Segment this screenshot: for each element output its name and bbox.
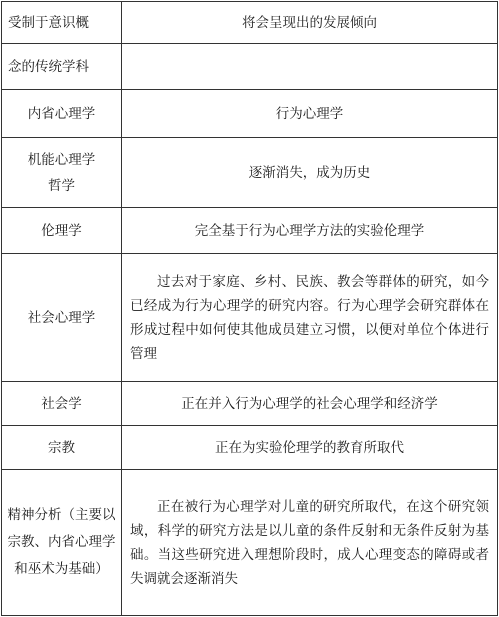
table-row <box>2 382 498 426</box>
table-row <box>2 44 498 90</box>
tendency-cell: 完全基于行为心理学方法的实验伦理学 <box>122 208 498 254</box>
tendency-cell <box>122 44 498 90</box>
subject-cell <box>2 138 122 208</box>
header-col-tendency: 将会呈现出的发展倾向 <box>122 2 498 44</box>
subject-cell: 念的传统学科 <box>2 44 122 90</box>
tendency-cell <box>122 254 498 382</box>
subject-cell: 内省心理学 <box>2 90 122 138</box>
table-row <box>2 254 498 382</box>
table-header-row <box>2 2 498 44</box>
subject-line: 哲学 <box>48 177 75 194</box>
subject-cell: 社会心理学 <box>2 254 122 382</box>
subject-cell: 社会学 <box>2 382 122 426</box>
tendency-cell: 逐渐消失，成为历史 <box>122 138 498 208</box>
table-row <box>2 470 498 616</box>
tendency-cell: 正在为实验伦理学的教育所取代 <box>122 426 498 470</box>
header-col-subject: 受制于意识概 <box>2 2 122 44</box>
tendency-cell: 行为心理学 <box>122 90 498 138</box>
subject-line: 机能心理学 <box>27 151 96 168</box>
table-row <box>2 138 498 208</box>
tendency-cell <box>122 470 498 616</box>
subject-cell: 宗教 <box>2 426 122 470</box>
subject-cell: 伦理学 <box>2 208 122 254</box>
table-row <box>2 90 498 138</box>
table-row <box>2 426 498 470</box>
tendency-paragraph: 过去对于家庭、乡村、民族、教会等群体的研究，如今已经成为行为心理学的研究内容。行为心理学会研究群体在形成过程中如何使其他成员建立习惯，以便对单位个体进行管理 <box>130 273 489 362</box>
doc-table <box>1 1 498 616</box>
tendency-cell: 正在并入行为心理学的社会心理学和经济学 <box>122 382 498 426</box>
subject-cell: 精神分析（主要以宗教、内省心理学和巫术为基础） <box>2 470 122 616</box>
table-row <box>2 208 498 254</box>
tendency-paragraph: 正在被行为心理学对儿童的研究所取代，在这个研究领域，科学的研究方法是以儿童的条件反射和无条件反射为基础。当这些研究进入理想阶段时，成人心理变态的障碍或者失调就会逐渐消失 <box>130 498 489 587</box>
